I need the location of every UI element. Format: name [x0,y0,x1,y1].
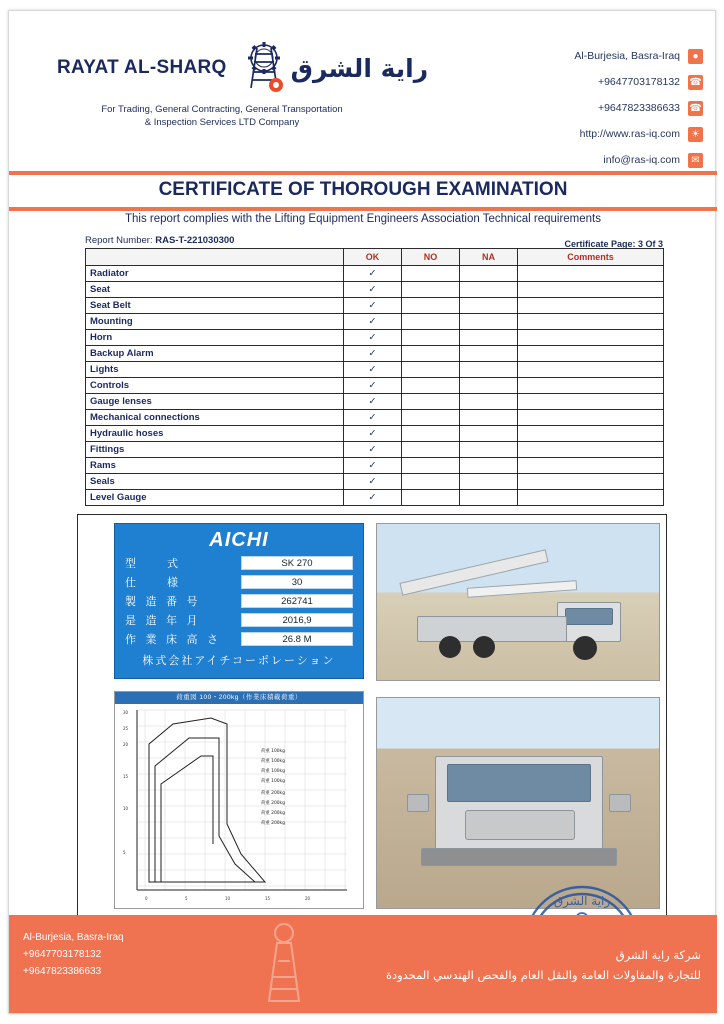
telephone-icon-2: ☎ [689,102,702,114]
row-comments [518,346,664,362]
row-ok: ✓ [344,298,402,314]
table-row [86,410,664,426]
table-row [86,394,664,410]
table-row [86,378,664,394]
row-comments [518,410,664,426]
nameplate-label: 型 式 [125,556,181,570]
contact-phone1-text: +9647703178132 [597,76,680,88]
row-item: Level Gauge [86,490,344,506]
svg-text:荷重 100kg: 荷重 100kg [261,779,285,784]
inspection-table [85,248,664,506]
nameplate-value: SK 270 [241,556,353,570]
row-na [460,458,518,474]
document-header [9,11,717,167]
nameplate-label: 製 造 番 号 [125,594,201,608]
contact-website-text[interactable]: http://www.ras-iq.com [579,128,680,140]
svg-text:20: 20 [123,742,129,747]
company-name-en: RAYAT AL-SHARQ [57,57,227,78]
row-no [402,458,460,474]
svg-text:荷重 200kg: 荷重 200kg [261,801,285,806]
table-row [86,362,664,378]
contact-email[interactable] [403,147,703,173]
mirror-shape-left [407,794,429,812]
row-no [402,298,460,314]
row-comments [518,314,664,330]
row-na [460,394,518,410]
row-item: Horn [86,330,344,346]
header-divider-bottom [9,207,717,211]
row-no [402,266,460,282]
row-na [460,314,518,330]
row-comments [518,362,664,378]
nameplate-label: 作 業 床 高 さ [125,632,221,646]
company-tagline [57,103,387,129]
contact-website[interactable] [403,121,703,147]
table-row [86,346,664,362]
row-no [402,490,460,506]
row-comments [518,474,664,490]
table-row [86,426,664,442]
table-row [86,314,664,330]
table-row [86,330,664,346]
row-item: Seals [86,474,344,490]
row-ok: ✓ [344,458,402,474]
company-tagline-line1: For Trading, General Contracting, General Transportation [101,104,343,115]
row-comments [518,490,664,506]
company-tagline-line2: & Inspection Services LTD Company [144,117,300,128]
row-comments [518,282,664,298]
table-row [86,266,664,282]
report-number [85,235,234,246]
svg-text:30: 30 [123,710,129,715]
bumper-shape [421,848,617,866]
nameplate-row [125,592,353,609]
row-na [460,378,518,394]
load-chart-caption: 荷重図 100・200kg（作業床積載荷重） [115,692,363,704]
row-ok: ✓ [344,346,402,362]
row-ok: ✓ [344,394,402,410]
load-chart-image [114,691,364,909]
row-ok: ✓ [344,330,402,346]
footer-arabic-line2: للتجارة والمقاولات العامة والنقل العام والفحص الهندسي المحدودة [385,968,701,982]
row-no [402,426,460,442]
svg-text:راية الشرق: راية الشرق [553,894,611,908]
footer-watermark-logo [229,917,339,1007]
grille-shape [465,810,575,840]
globe-icon: ☀ [688,127,703,142]
envelope-icon: ✉ [688,153,703,168]
svg-text:荷重 200kg: 荷重 200kg [261,791,285,796]
col-ok: OK [344,249,402,266]
row-item: Fittings [86,442,344,458]
table-row [86,474,664,490]
inspection-table-body [86,266,664,506]
document-footer [9,915,717,1013]
nameplate-value: 262741 [241,594,353,608]
row-no [402,474,460,490]
nameplate-row [125,611,353,628]
row-no [402,378,460,394]
table-row [86,282,664,298]
table-header-row [86,249,664,266]
row-ok: ✓ [344,442,402,458]
nameplate-row [125,630,353,647]
svg-text:荷重 200kg: 荷重 200kg [261,811,285,816]
row-na [460,474,518,490]
nameplate-row [125,554,353,571]
row-item: Seat Belt [86,298,344,314]
svg-text:10: 10 [123,806,129,811]
row-item: Lights [86,362,344,378]
media-panel [77,514,667,918]
row-na [460,266,518,282]
telephone-icon: ☎ [689,76,702,88]
photo-truck-front [376,697,660,909]
nameplate-rows [115,554,363,647]
row-ok: ✓ [344,282,402,298]
report-number-label: Report Number: [85,235,153,246]
svg-text:荷重 100kg: 荷重 100kg [261,759,285,764]
row-item: Mechanical connections [86,410,344,426]
col-comments: Comments [518,249,664,266]
row-item: Controls [86,378,344,394]
table-row [86,298,664,314]
inspection-table-wrap [85,248,663,506]
company-logo [57,41,429,129]
row-ok: ✓ [344,362,402,378]
row-na [460,330,518,346]
row-na [460,410,518,426]
col-na: NA [460,249,518,266]
wheel-shape-1 [439,636,461,658]
nameplate-value: 2016,9 [241,613,353,627]
certificate-sheet [8,10,716,1014]
footer-arabic-line1: شركة راية الشرق [615,948,701,962]
page-title: CERTIFICATE OF THOROUGH EXAMINATION [158,179,568,200]
svg-text:5: 5 [185,896,188,901]
truck-body-shape [417,616,567,642]
row-item: Backup Alarm [86,346,344,362]
row-no [402,394,460,410]
svg-text:15: 15 [265,896,271,901]
col-item [86,249,344,266]
svg-text:5: 5 [123,850,126,855]
row-no [402,314,460,330]
nameplate-brand: AICHI [209,529,269,551]
footer-contact [23,929,124,980]
table-row [86,490,664,506]
nameplate-footer: 株式会社アイチコーポレーション [142,654,336,667]
row-ok: ✓ [344,410,402,426]
location-pin-icon: ● [688,49,703,64]
row-no [402,442,460,458]
svg-text:荷重 200kg: 荷重 200kg [261,821,285,826]
row-na [460,362,518,378]
row-ok: ✓ [344,378,402,394]
row-item: Seat [86,282,344,298]
wheel-shape-3 [573,636,597,660]
row-na [460,442,518,458]
contact-email-text[interactable]: info@ras-iq.com [603,154,680,166]
footer-phone1: +9647703178132 [23,949,102,960]
row-comments [518,394,664,410]
boom-arm-shape-2 [467,580,577,598]
windshield-shape [447,764,591,802]
table-row [86,458,664,474]
row-comments [518,266,664,282]
contact-phone2 [403,95,703,121]
nameplate-label: 是 造 年 月 [125,613,201,627]
row-ok: ✓ [344,474,402,490]
row-item: Radiator [86,266,344,282]
contact-phone2-text: +9647823386633 [597,102,680,114]
nameplate-value: 26.8 M [241,632,353,646]
wheel-shape-2 [473,636,495,658]
row-no [402,346,460,362]
report-number-value: RAS-T-221030300 [155,235,235,246]
svg-text:0: 0 [145,896,148,901]
row-ok: ✓ [344,490,402,506]
row-no [402,282,460,298]
photo-truck-side [376,523,660,681]
row-comments [518,298,664,314]
row-no [402,410,460,426]
derrick-gear-logo-icon [231,42,287,94]
row-comments [518,330,664,346]
contact-address-text: Al-Burjesia, Basra-Iraq [574,50,680,62]
row-na [460,490,518,506]
row-no [402,362,460,378]
row-comments [518,426,664,442]
row-na [460,298,518,314]
nameplate-row [125,573,353,590]
svg-text:15: 15 [123,774,129,779]
table-row [86,442,664,458]
nameplate-label: 仕 様 [125,575,181,589]
row-no [402,330,460,346]
page-subtitle: This report complies with the Lifting Equipment Engineers Association Technical requirements [124,213,601,225]
row-comments [518,378,664,394]
svg-text:荷重 100kg: 荷重 100kg [261,749,285,754]
row-ok: ✓ [344,266,402,282]
nameplate-value: 30 [241,575,353,589]
contact-phone1 [403,69,703,95]
mirror-shape-right [609,794,631,812]
header-divider-top [9,171,717,175]
load-chart-graph [115,704,363,908]
machine-nameplate [114,523,364,679]
svg-text:10: 10 [225,896,231,901]
row-item: Mounting [86,314,344,330]
row-comments [518,458,664,474]
footer-address: Al-Burjesia, Basra-Iraq [23,932,124,943]
certificate-page: Certificate Page: 3 Of 3 [564,239,663,249]
row-ok: ✓ [344,426,402,442]
svg-text:荷重 100kg: 荷重 100kg [261,769,285,774]
svg-text:25: 25 [123,726,129,731]
footer-phone2: +9647823386633 [23,966,102,977]
row-item: Rams [86,458,344,474]
row-item: Hydraulic hoses [86,426,344,442]
row-ok: ✓ [344,314,402,330]
contact-block [403,43,703,173]
row-na [460,346,518,362]
cab-window-shape [565,608,613,625]
footer-arabic [386,945,701,985]
row-na [460,426,518,442]
company-name-ar: راية الشرق [290,53,429,83]
svg-text:20: 20 [305,896,311,901]
contact-address [403,43,703,69]
row-comments [518,442,664,458]
col-no: NO [402,249,460,266]
row-item: Gauge lenses [86,394,344,410]
row-na [460,282,518,298]
